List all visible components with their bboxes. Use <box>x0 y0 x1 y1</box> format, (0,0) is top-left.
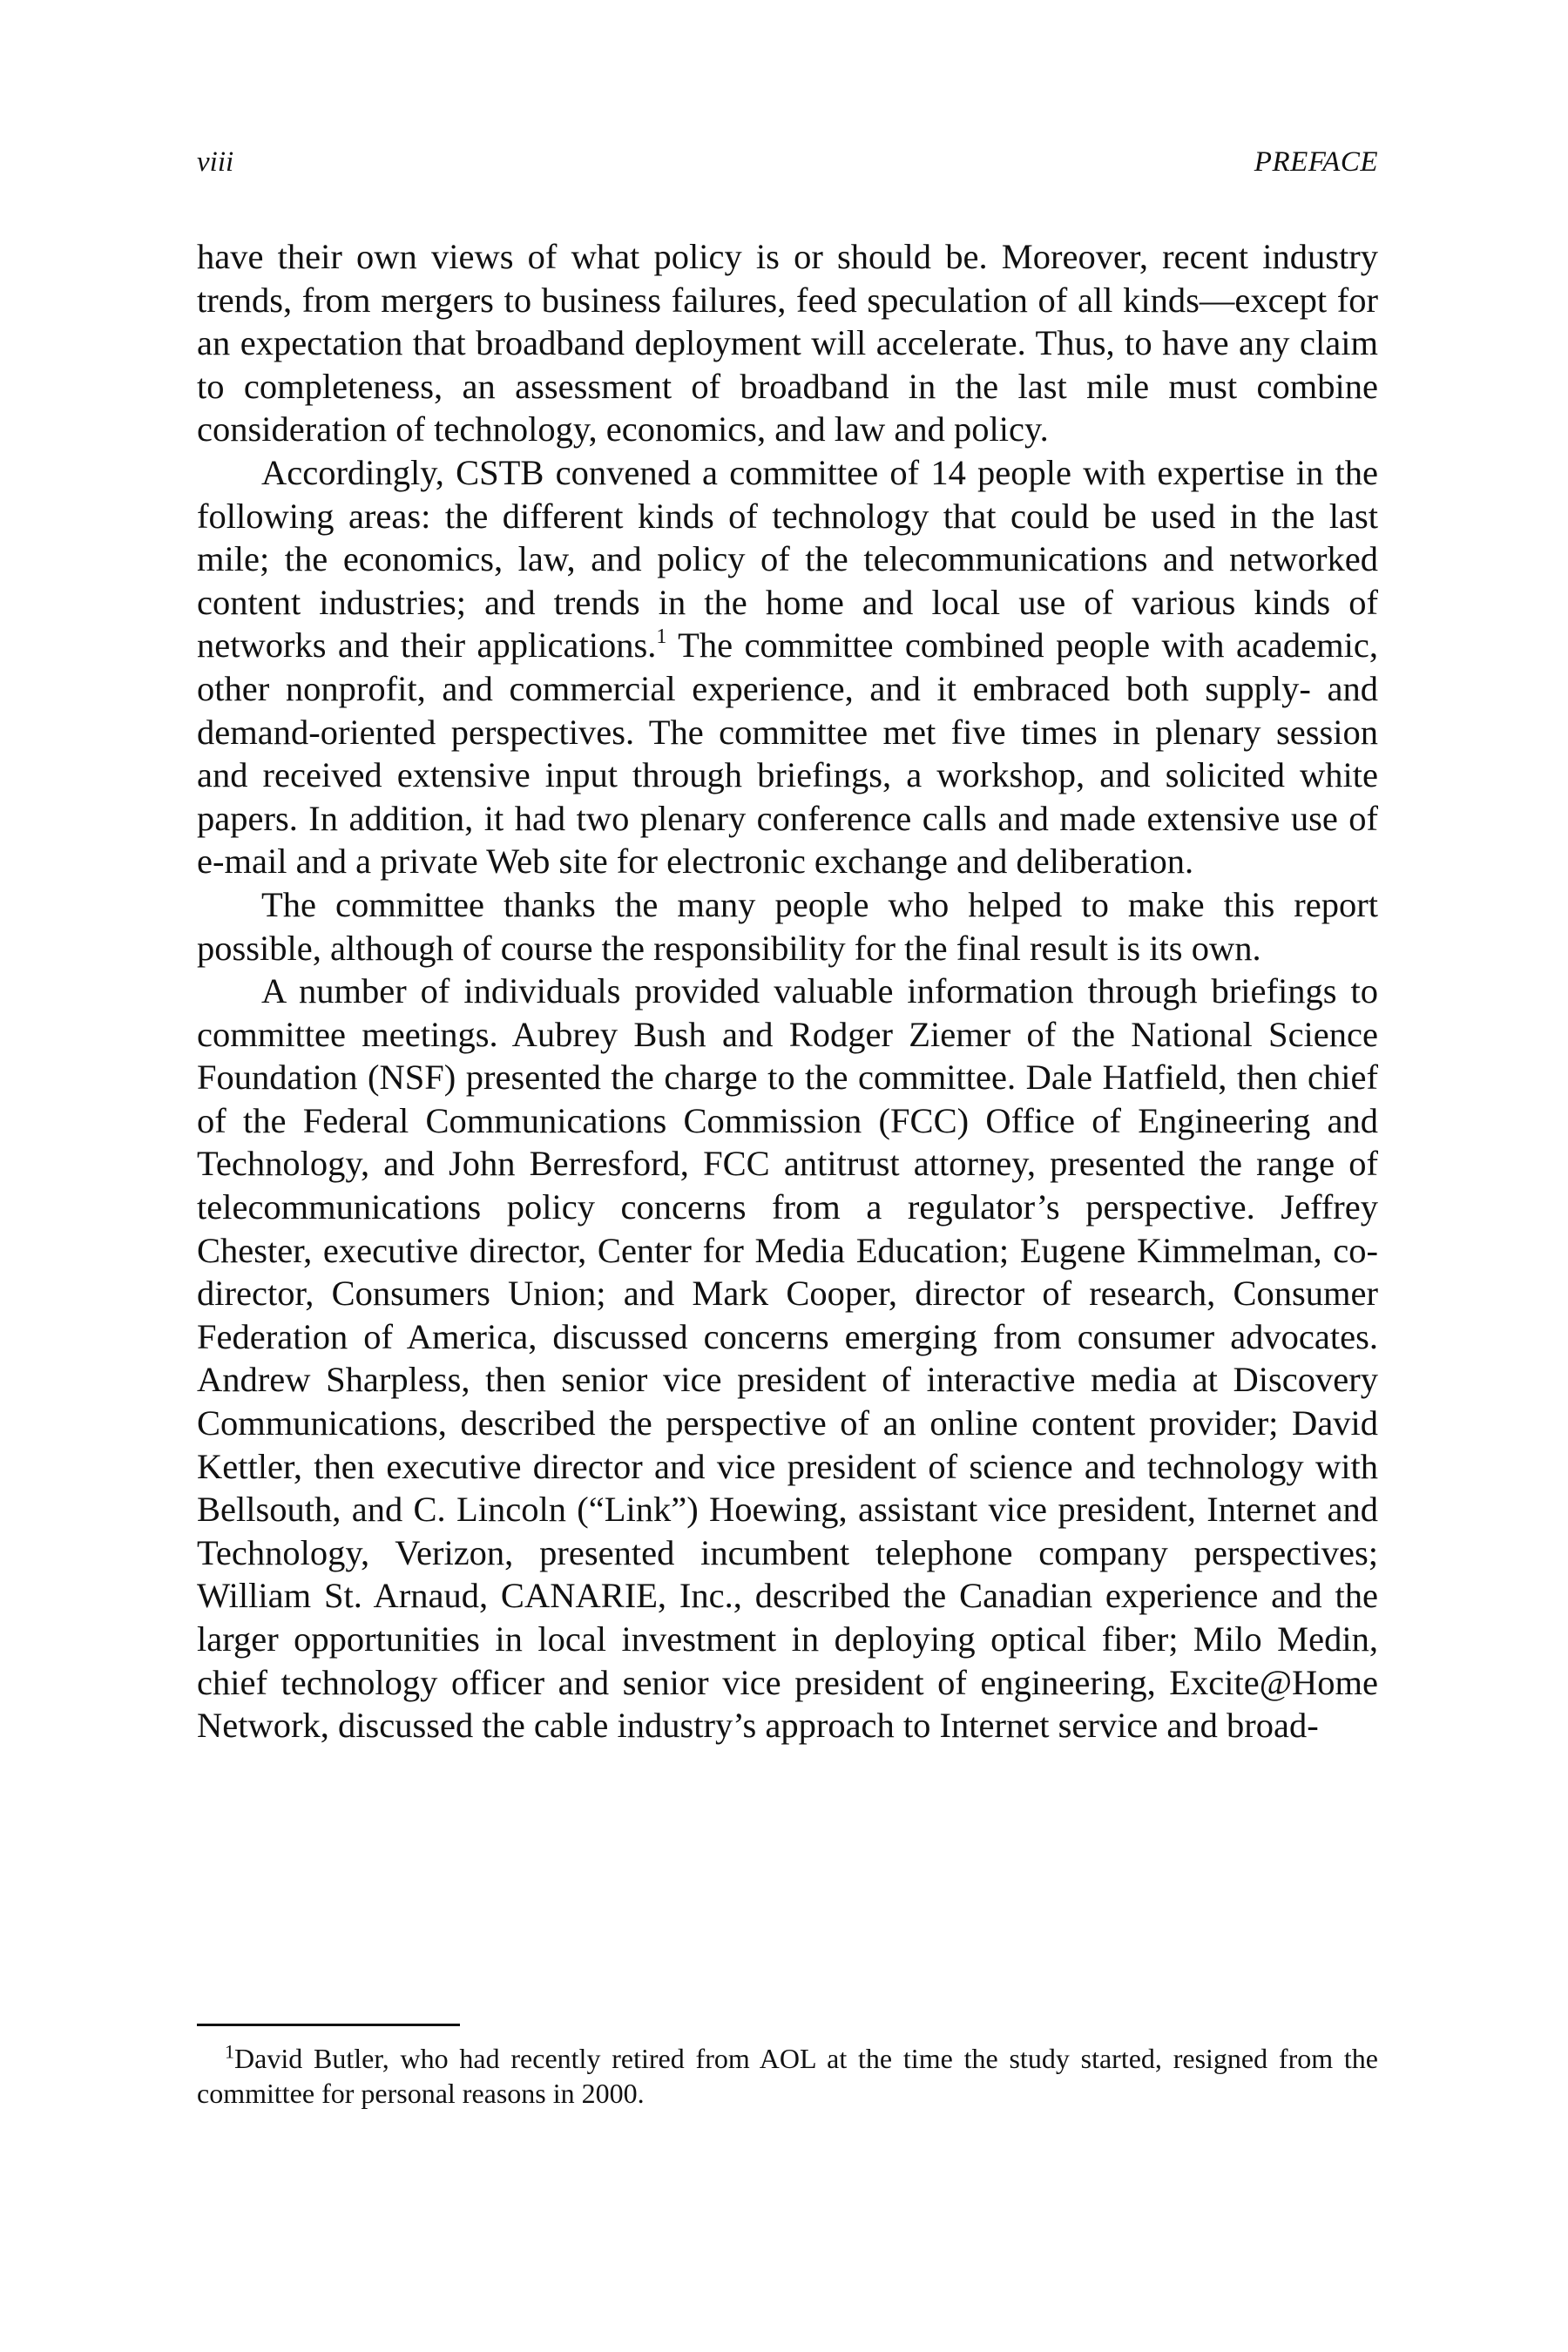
paragraph-2-text-b: The committee combined people with academic, other nonprofit, and commercial experience, and it embraced both supply- and demand-oriented perspectives. The committee met five times in plenary session and received extensive input through briefings, a workshop, and solicited white papers. In addition, it had two plenary conference calls and made extensive use of e-mail and a private Web site for electronic exchange and deliberation. <box>197 625 1378 882</box>
page-number: viii <box>197 146 234 178</box>
footnote-1 <box>197 2042 1378 2111</box>
running-head <box>197 146 1378 185</box>
body-text <box>197 235 1378 1747</box>
footnote-divider <box>197 2024 460 2026</box>
footnotes <box>197 2042 1378 2111</box>
paragraph-2-text-a: Accordingly, CSTB convened a committee of 14 people with expertise in the following areas: the different kinds of technology that could be used in the last mile; the economics, law, and policy of the telecommunications and networked content industries; and trends in the home and local use of various kinds of networks and their applications. <box>197 452 1378 666</box>
footnote-1-text: David Butler, who had recently retired from AOL at the time the study started, resigned from the committee for personal reasons in 2000. <box>197 2043 1378 2109</box>
paragraph-1: have their own views of what policy is or should be. Moreover, recent industry trends, from mergers to business failures, feed speculation of all kinds—except for an expectation that broadband deployment will accelerate. Thus, to have any claim to completeness, an assessment of broadband in the last mile must combine consideration of technology, economics, and law and policy. <box>197 237 1378 449</box>
footnote-reference-1[interactable]: 1 <box>656 625 667 648</box>
section-title: PREFACE <box>1254 146 1378 178</box>
footnote-marker-1: 1 <box>225 2040 234 2063</box>
paragraph-4: A number of individuals provided valuable information through briefings to committee meetings. Aubrey Bush and Rodger Ziemer of the National Science Foundation (NSF) presented the charge to the committee. Dale Hatfield, then chief of the Federal Communications Commission (FCC) Office of Engineering and Technology, and John Berresford, FCC antitrust attorney, presented the range of telecommunications policy concerns from a regulator’s perspective. Jeffrey Chester, executive director, Center for Media Education; Eugene Kimmelman, co-director, Consumers Union; and Mark Cooper, director of research, Consumer Federation of America, discussed concerns emerging from consumer advocates. Andrew Sharpless, then senior vice president of interactive media at Discovery Communications, described the perspective of an online content provider; David Kettler, then executive director and vice president of science and technology with Bellsouth, and C. Lincoln (“Link”) Hoewing, assistant vice president, Internet and Technology, Verizon, presented incumbent telephone company perspectives; William St. Arnaud, CANARIE, Inc., described the Canadian experience and the larger opportunities in local investment in deploying optical fiber; Milo Medin, chief technology officer and senior vice president of engineering, Excite@Home Network, discussed the cable industry’s approach to Internet service and broad- <box>197 971 1378 1746</box>
paragraph-3: The committee thanks the many people who helped to make this report possible, although of course the responsibility for the final result is its own. <box>197 884 1378 968</box>
paragraph-2 <box>197 451 1378 883</box>
